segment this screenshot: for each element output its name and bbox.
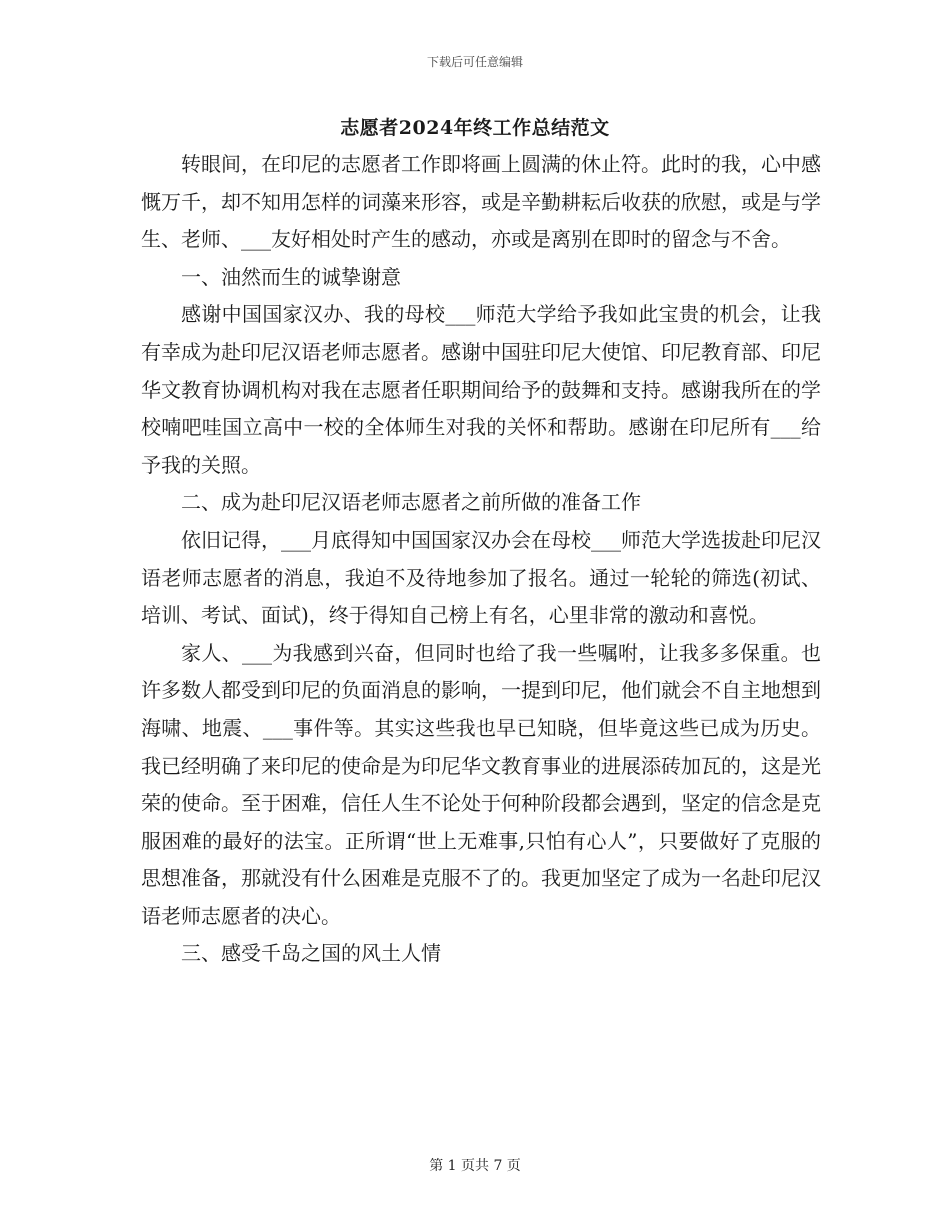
section-heading-3: 三、感受千岛之国的风土人情	[181, 941, 441, 966]
paragraph-family: 家人、___为我感到兴奋，但同时也给了我一些嘱咐，让我多多保重。也许多数人都受到印尼的负面消息的影响，一提到印尼，他们就会不自主地想到海啸、地震、___事件等。其实这些我也早已知晓，但毕竟这些已成为历史。我已经明确了来印尼的使命是为印尼华文教育事业的进展添砖加瓦的，这是光荣的使命。至于困难，信任人生不论处于何种阶段都会遇到，坚定的信念是克服困难的最好的法宝。正所谓“世上无难事,只怕有心人”，只要做好了克服的思想准备，那就没有什么困难是克服不了的。我更加坚定了成为一名赴印尼汉语老师志愿者的决心。	[141, 640, 821, 928]
paragraph-thanks: 感谢中国国家汉办、我的母校___师范大学给予我如此宝贵的机会，让我有幸成为赴印尼汉语老师志愿者。感谢中国驻印尼大使馆、印尼教育部、印尼华文教育协调机构对我在志愿者任职期间给予的鼓舞和支持。感谢我所在的学校喃吧哇国立高中一校的全体师生对我的关怀和帮助。感谢在印尼所有___给予我的关照。	[141, 302, 821, 477]
document-title: 志愿者2024年终工作总结范文	[340, 117, 610, 139]
section-heading-2: 二、成为赴印尼汉语老师志愿者之前所做的准备工作	[181, 490, 641, 515]
document-body	[141, 146, 821, 973]
page-number: 第 1 页共 7 页	[429, 1158, 521, 1174]
page-header-note: 下载后可任意编辑	[426, 55, 523, 69]
section-heading-1: 一、油然而生的诚挚谢意	[181, 264, 401, 289]
paragraph-intro: 转眼间，在印尼的志愿者工作即将画上圆满的休止符。此时的我，心中感慨万千，却不知用怎样的词藻来形容，或是辛勤耕耘后收获的欣慰，或是与学生、老师、___友好相处时产生的感动，亦或是离别在即时的留念与不舍。	[141, 152, 821, 252]
paragraph-selection: 依旧记得，___月底得知中国国家汉办会在母校___师范大学选拔赴印尼汉语老师志愿者的消息，我迫不及待地参加了报名。通过一轮轮的筛选(初试、培训、考试、面试)，终于得知自己榜上有名，心里非常的激动和喜悦。	[141, 527, 821, 628]
